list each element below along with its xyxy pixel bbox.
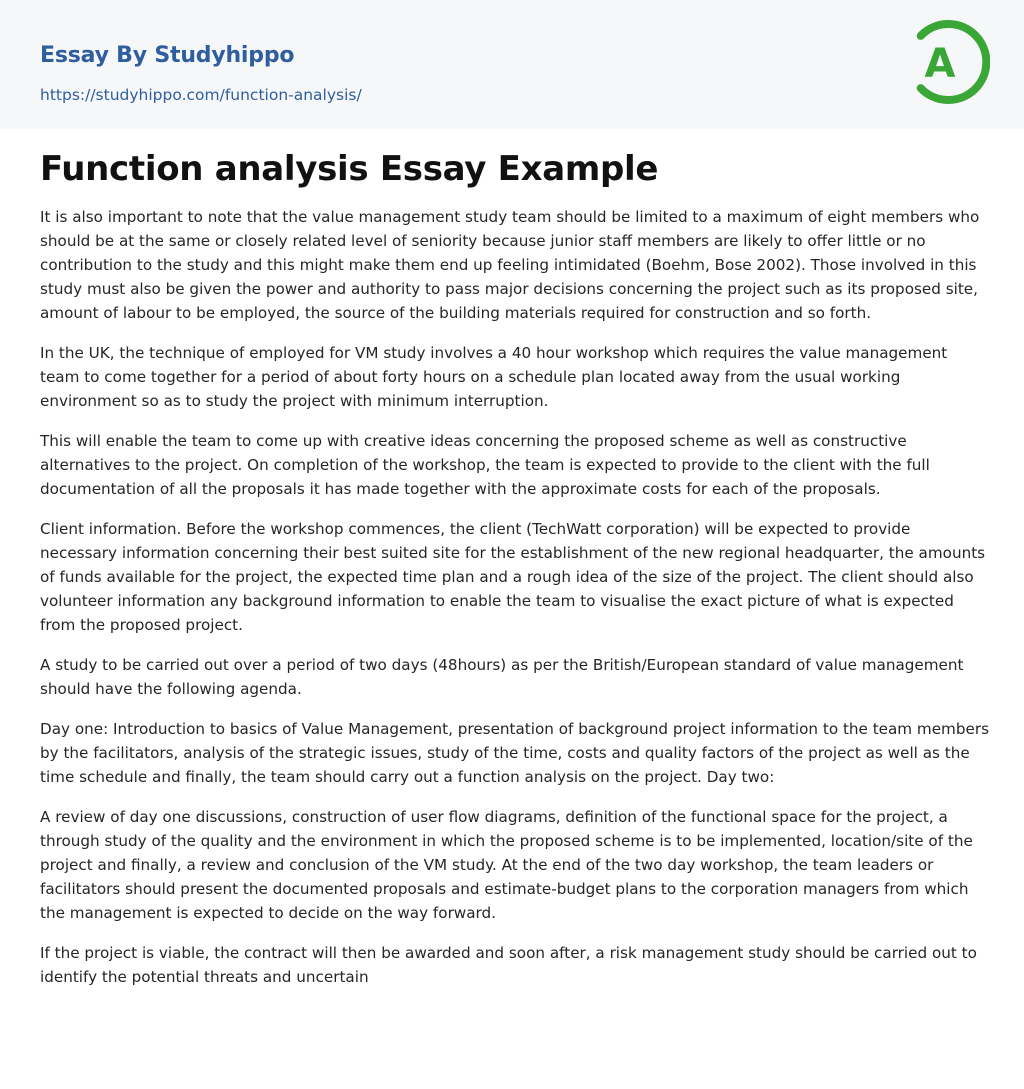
studyhippo-logo-icon[interactable] <box>910 17 990 107</box>
source-url-link[interactable]: https://studyhippo.com/function-analysis/ <box>40 86 362 104</box>
paragraph: A study to be carried out over a period of two days (48hours) as per the British/European standard of value management should have the following agenda. <box>40 656 964 698</box>
logo-letter: A <box>924 41 956 87</box>
paragraph: A review of day one discussions, construction of user flow diagrams, definition of the functional space for the project, a through study of the quality and the environment in which the proposed scheme is to be implemented, location/site of the project and finally, a review and conclusion of the VM study. At the end of the two day workshop, the team leaders or facilitators should present the documented proposals and estimate-budget plans to the corporation managers from which the management is expected to decide on the way forward. <box>40 808 973 922</box>
article-content <box>40 129 990 1005</box>
paragraph: Day one: Introduction to basics of Value Management, presentation of background project information to the team members by the facilitators, analysis of the strategic issues, study of the time, costs and quality factors of the project as well as the time schedule and finally, the team should carry out a function analysis on the project. Day two: <box>40 720 989 786</box>
paragraph: If the project is viable, the contract will then be awarded and soon after, a risk management study should be carried out to identify the potential threats and uncertain <box>40 944 977 986</box>
paragraph: In the UK, the technique of employed for VM study involves a 40 hour workshop which requires the value management team to come together for a period of about forty hours on a schedule plan located away from the usual working environment so as to study the project with minimum interruption. <box>40 344 948 410</box>
paragraph: This will enable the team to come up with creative ideas concerning the proposed scheme as well as constructive alternatives to the project. On completion of the workshop, the team is expected to provide to the client with the full documentation of all the proposals it has made together with the approximate costs for each of the proposals. <box>40 432 930 498</box>
paragraph: It is also important to note that the value management study team should be limited to a maximum of eight members who should be at the same or closely related level of seniority because junior staff members are likely to offer little or no contribution to the study and this might make them end up feeling intimidated (Boehm, Bose 2002). Those involved in this study must also be given the power and authority to pass major decisions concerning the project such as its proposed site, amount of labour to be employed, the source of the building materials required for construction and so forth. <box>40 208 980 322</box>
paragraph: Client information. Before the workshop commences, the client (TechWatt corporation) will be expected to provide necessary information concerning their best suited site for the establishment of the new regional headquarter, the amounts of funds available for the project, the expected time plan and a rough idea of the size of the project. The client should also volunteer information any background information to enable the team to visualise the exact picture of what is expected from the proposed project. <box>40 520 986 634</box>
site-header <box>0 0 1024 129</box>
page-title: Function analysis Essay Example <box>40 149 659 189</box>
site-title[interactable]: Essay By Studyhippo <box>40 43 295 68</box>
